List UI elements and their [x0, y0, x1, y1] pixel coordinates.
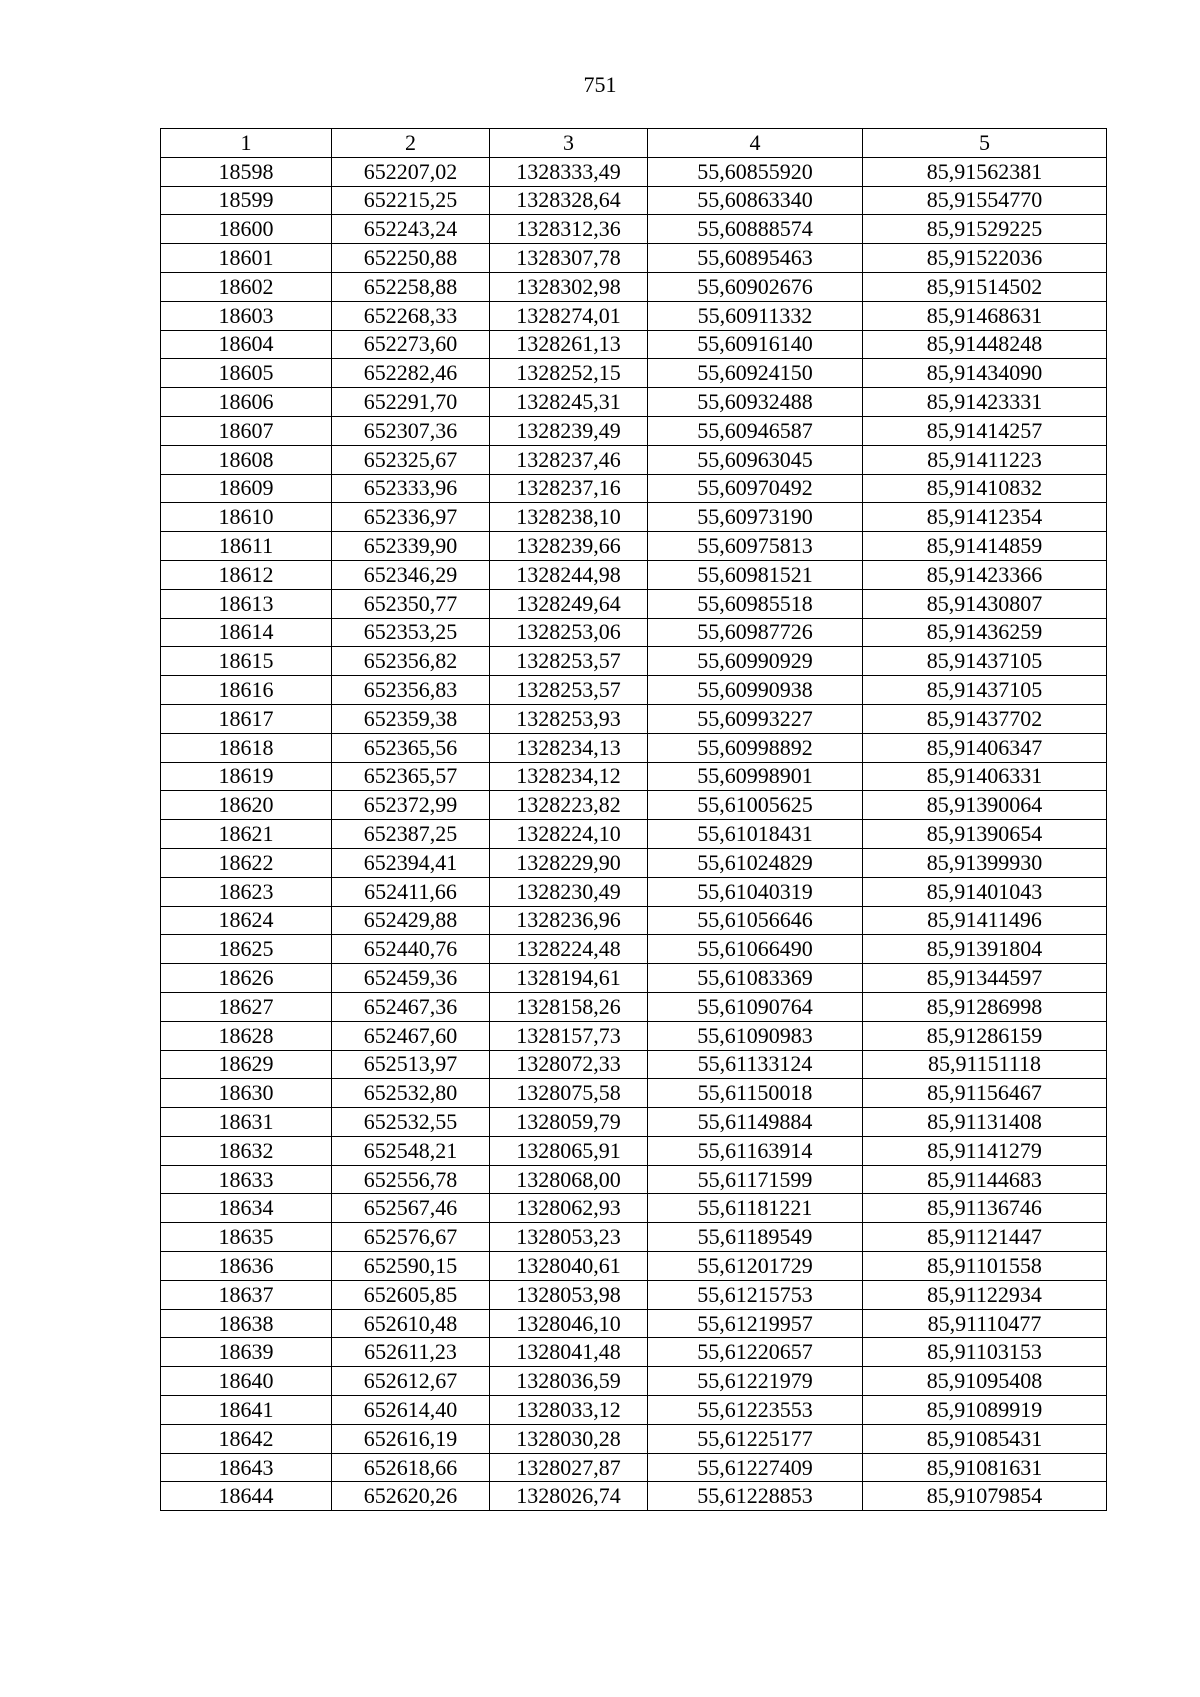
longitude-cell: 85,91436259 [863, 618, 1107, 647]
y-coordinate-cell: 1328158,26 [490, 992, 648, 1021]
table-row [161, 1108, 1107, 1137]
table-row [161, 186, 1107, 215]
x-coordinate-cell: 652429,88 [332, 906, 490, 935]
longitude-cell: 85,91430807 [863, 589, 1107, 618]
y-coordinate-cell: 1328157,73 [490, 1021, 648, 1050]
latitude-cell: 55,61040319 [648, 877, 863, 906]
point-number-cell: 18603 [161, 301, 332, 330]
x-coordinate-cell: 652250,88 [332, 244, 490, 273]
x-coordinate-cell: 652590,15 [332, 1252, 490, 1281]
table-row [161, 416, 1107, 445]
x-coordinate-cell: 652346,29 [332, 560, 490, 589]
y-coordinate-cell: 1328194,61 [490, 964, 648, 993]
y-coordinate-cell: 1328053,98 [490, 1280, 648, 1309]
point-number-cell: 18630 [161, 1079, 332, 1108]
x-coordinate-cell: 652273,60 [332, 330, 490, 359]
longitude-cell: 85,91089919 [863, 1396, 1107, 1425]
x-coordinate-cell: 652350,77 [332, 589, 490, 618]
y-coordinate-cell: 1328041,48 [490, 1338, 648, 1367]
latitude-cell: 55,61150018 [648, 1079, 863, 1108]
point-number-cell: 18625 [161, 935, 332, 964]
y-coordinate-cell: 1328062,93 [490, 1194, 648, 1223]
latitude-cell: 55,60946587 [648, 416, 863, 445]
longitude-cell: 85,91554770 [863, 186, 1107, 215]
x-coordinate-cell: 652467,60 [332, 1021, 490, 1050]
table-row [161, 1338, 1107, 1367]
x-coordinate-cell: 652532,55 [332, 1108, 490, 1137]
latitude-cell: 55,61171599 [648, 1165, 863, 1194]
table-row [161, 1223, 1107, 1252]
latitude-cell: 55,60987726 [648, 618, 863, 647]
latitude-cell: 55,61024829 [648, 848, 863, 877]
longitude-cell: 85,91391804 [863, 935, 1107, 964]
y-coordinate-cell: 1328252,15 [490, 359, 648, 388]
point-number-cell: 18610 [161, 503, 332, 532]
latitude-cell: 55,61090764 [648, 992, 863, 1021]
longitude-cell: 85,91411223 [863, 445, 1107, 474]
table-row [161, 1194, 1107, 1223]
latitude-cell: 55,60916140 [648, 330, 863, 359]
y-coordinate-cell: 1328253,06 [490, 618, 648, 647]
table-row [161, 906, 1107, 935]
table-row [161, 1367, 1107, 1396]
longitude-cell: 85,91085431 [863, 1424, 1107, 1453]
point-number-cell: 18634 [161, 1194, 332, 1223]
y-coordinate-cell: 1328237,46 [490, 445, 648, 474]
table-row [161, 1396, 1107, 1425]
table-header-row [161, 129, 1107, 158]
x-coordinate-cell: 652307,36 [332, 416, 490, 445]
y-coordinate-cell: 1328328,64 [490, 186, 648, 215]
table-body [161, 157, 1107, 1510]
y-coordinate-cell: 1328245,31 [490, 388, 648, 417]
longitude-cell: 85,91468631 [863, 301, 1107, 330]
column-header: 3 [490, 129, 648, 158]
latitude-cell: 55,61189549 [648, 1223, 863, 1252]
longitude-cell: 85,91437105 [863, 647, 1107, 676]
x-coordinate-cell: 652282,46 [332, 359, 490, 388]
latitude-cell: 55,61090983 [648, 1021, 863, 1050]
longitude-cell: 85,91406331 [863, 762, 1107, 791]
point-number-cell: 18601 [161, 244, 332, 273]
longitude-cell: 85,91136746 [863, 1194, 1107, 1223]
point-number-cell: 18615 [161, 647, 332, 676]
longitude-cell: 85,91423366 [863, 560, 1107, 589]
latitude-cell: 55,61018431 [648, 820, 863, 849]
longitude-cell: 85,91144683 [863, 1165, 1107, 1194]
x-coordinate-cell: 652365,56 [332, 733, 490, 762]
y-coordinate-cell: 1328026,74 [490, 1482, 648, 1511]
table-row [161, 474, 1107, 503]
longitude-cell: 85,91562381 [863, 157, 1107, 186]
column-header: 5 [863, 129, 1107, 158]
table-row [161, 445, 1107, 474]
table-row [161, 1136, 1107, 1165]
longitude-cell: 85,91344597 [863, 964, 1107, 993]
latitude-cell: 55,61227409 [648, 1453, 863, 1482]
point-number-cell: 18607 [161, 416, 332, 445]
latitude-cell: 55,60990938 [648, 676, 863, 705]
point-number-cell: 18622 [161, 848, 332, 877]
table-row [161, 244, 1107, 273]
longitude-cell: 85,91448248 [863, 330, 1107, 359]
x-coordinate-cell: 652333,96 [332, 474, 490, 503]
point-number-cell: 18628 [161, 1021, 332, 1050]
point-number-cell: 18602 [161, 272, 332, 301]
table-row [161, 1021, 1107, 1050]
y-coordinate-cell: 1328307,78 [490, 244, 648, 273]
x-coordinate-cell: 652618,66 [332, 1453, 490, 1482]
x-coordinate-cell: 652207,02 [332, 157, 490, 186]
point-number-cell: 18621 [161, 820, 332, 849]
latitude-cell: 55,61215753 [648, 1280, 863, 1309]
latitude-cell: 55,60902676 [648, 272, 863, 301]
latitude-cell: 55,60985518 [648, 589, 863, 618]
column-header: 1 [161, 129, 332, 158]
table-row [161, 762, 1107, 791]
longitude-cell: 85,91390064 [863, 791, 1107, 820]
longitude-cell: 85,91522036 [863, 244, 1107, 273]
x-coordinate-cell: 652325,67 [332, 445, 490, 474]
x-coordinate-cell: 652605,85 [332, 1280, 490, 1309]
table-row [161, 1252, 1107, 1281]
y-coordinate-cell: 1328046,10 [490, 1309, 648, 1338]
longitude-cell: 85,91529225 [863, 215, 1107, 244]
longitude-cell: 85,91103153 [863, 1338, 1107, 1367]
table-row [161, 848, 1107, 877]
point-number-cell: 18618 [161, 733, 332, 762]
x-coordinate-cell: 652610,48 [332, 1309, 490, 1338]
latitude-cell: 55,60993227 [648, 704, 863, 733]
x-coordinate-cell: 652356,82 [332, 647, 490, 676]
table-row [161, 618, 1107, 647]
y-coordinate-cell: 1328274,01 [490, 301, 648, 330]
x-coordinate-cell: 652372,99 [332, 791, 490, 820]
point-number-cell: 18598 [161, 157, 332, 186]
longitude-cell: 85,91131408 [863, 1108, 1107, 1137]
table-row [161, 215, 1107, 244]
table-row [161, 503, 1107, 532]
point-number-cell: 18638 [161, 1309, 332, 1338]
y-coordinate-cell: 1328253,57 [490, 647, 648, 676]
x-coordinate-cell: 652243,24 [332, 215, 490, 244]
table-row [161, 935, 1107, 964]
point-number-cell: 18640 [161, 1367, 332, 1396]
table-row [161, 964, 1107, 993]
x-coordinate-cell: 652336,97 [332, 503, 490, 532]
latitude-cell: 55,60963045 [648, 445, 863, 474]
longitude-cell: 85,91406347 [863, 733, 1107, 762]
latitude-cell: 55,61228853 [648, 1482, 863, 1511]
table-row [161, 388, 1107, 417]
x-coordinate-cell: 652467,36 [332, 992, 490, 1021]
point-number-cell: 18632 [161, 1136, 332, 1165]
x-coordinate-cell: 652567,46 [332, 1194, 490, 1223]
latitude-cell: 55,60863340 [648, 186, 863, 215]
point-number-cell: 18606 [161, 388, 332, 417]
x-coordinate-cell: 652359,38 [332, 704, 490, 733]
y-coordinate-cell: 1328239,66 [490, 532, 648, 561]
latitude-cell: 55,60990929 [648, 647, 863, 676]
longitude-cell: 85,91412354 [863, 503, 1107, 532]
y-coordinate-cell: 1328239,49 [490, 416, 648, 445]
y-coordinate-cell: 1328075,58 [490, 1079, 648, 1108]
y-coordinate-cell: 1328040,61 [490, 1252, 648, 1281]
table-row [161, 877, 1107, 906]
point-number-cell: 18639 [161, 1338, 332, 1367]
longitude-cell: 85,91286159 [863, 1021, 1107, 1050]
longitude-cell: 85,91437702 [863, 704, 1107, 733]
x-coordinate-cell: 652268,33 [332, 301, 490, 330]
point-number-cell: 18637 [161, 1280, 332, 1309]
x-coordinate-cell: 652576,67 [332, 1223, 490, 1252]
y-coordinate-cell: 1328237,16 [490, 474, 648, 503]
longitude-cell: 85,91110477 [863, 1309, 1107, 1338]
y-coordinate-cell: 1328072,33 [490, 1050, 648, 1079]
longitude-cell: 85,91390654 [863, 820, 1107, 849]
latitude-cell: 55,61221979 [648, 1367, 863, 1396]
x-coordinate-cell: 652614,40 [332, 1396, 490, 1425]
point-number-cell: 18631 [161, 1108, 332, 1137]
point-number-cell: 18629 [161, 1050, 332, 1079]
latitude-cell: 55,60973190 [648, 503, 863, 532]
latitude-cell: 55,60932488 [648, 388, 863, 417]
y-coordinate-cell: 1328068,00 [490, 1165, 648, 1194]
y-coordinate-cell: 1328249,64 [490, 589, 648, 618]
column-header: 4 [648, 129, 863, 158]
point-number-cell: 18635 [161, 1223, 332, 1252]
table-row [161, 1079, 1107, 1108]
table-row [161, 1424, 1107, 1453]
longitude-cell: 85,91410832 [863, 474, 1107, 503]
x-coordinate-cell: 652356,83 [332, 676, 490, 705]
x-coordinate-cell: 652394,41 [332, 848, 490, 877]
latitude-cell: 55,60970492 [648, 474, 863, 503]
point-number-cell: 18599 [161, 186, 332, 215]
table-row [161, 532, 1107, 561]
point-number-cell: 18624 [161, 906, 332, 935]
x-coordinate-cell: 652620,26 [332, 1482, 490, 1511]
longitude-cell: 85,91095408 [863, 1367, 1107, 1396]
x-coordinate-cell: 652353,25 [332, 618, 490, 647]
coordinates-table [160, 128, 1107, 1511]
longitude-cell: 85,91079854 [863, 1482, 1107, 1511]
point-number-cell: 18616 [161, 676, 332, 705]
y-coordinate-cell: 1328027,87 [490, 1453, 648, 1482]
latitude-cell: 55,61163914 [648, 1136, 863, 1165]
longitude-cell: 85,91122934 [863, 1280, 1107, 1309]
x-coordinate-cell: 652440,76 [332, 935, 490, 964]
table-row [161, 676, 1107, 705]
latitude-cell: 55,61223553 [648, 1396, 863, 1425]
y-coordinate-cell: 1328238,10 [490, 503, 648, 532]
longitude-cell: 85,91514502 [863, 272, 1107, 301]
table-row [161, 992, 1107, 1021]
latitude-cell: 55,60998901 [648, 762, 863, 791]
latitude-cell: 55,60895463 [648, 244, 863, 273]
latitude-cell: 55,60924150 [648, 359, 863, 388]
x-coordinate-cell: 652291,70 [332, 388, 490, 417]
y-coordinate-cell: 1328229,90 [490, 848, 648, 877]
latitude-cell: 55,60975813 [648, 532, 863, 561]
latitude-cell: 55,60855920 [648, 157, 863, 186]
table-row [161, 733, 1107, 762]
y-coordinate-cell: 1328234,12 [490, 762, 648, 791]
longitude-cell: 85,91151118 [863, 1050, 1107, 1079]
x-coordinate-cell: 652611,23 [332, 1338, 490, 1367]
x-coordinate-cell: 652459,36 [332, 964, 490, 993]
y-coordinate-cell: 1328030,28 [490, 1424, 648, 1453]
y-coordinate-cell: 1328261,13 [490, 330, 648, 359]
x-coordinate-cell: 652258,88 [332, 272, 490, 301]
point-number-cell: 18627 [161, 992, 332, 1021]
y-coordinate-cell: 1328224,48 [490, 935, 648, 964]
point-number-cell: 18600 [161, 215, 332, 244]
table-row [161, 359, 1107, 388]
longitude-cell: 85,91101558 [863, 1252, 1107, 1281]
latitude-cell: 55,61083369 [648, 964, 863, 993]
y-coordinate-cell: 1328059,79 [490, 1108, 648, 1137]
point-number-cell: 18620 [161, 791, 332, 820]
table-row [161, 301, 1107, 330]
point-number-cell: 18617 [161, 704, 332, 733]
x-coordinate-cell: 652339,90 [332, 532, 490, 561]
point-number-cell: 18644 [161, 1482, 332, 1511]
latitude-cell: 55,61225177 [648, 1424, 863, 1453]
x-coordinate-cell: 652215,25 [332, 186, 490, 215]
point-number-cell: 18604 [161, 330, 332, 359]
y-coordinate-cell: 1328302,98 [490, 272, 648, 301]
y-coordinate-cell: 1328053,23 [490, 1223, 648, 1252]
y-coordinate-cell: 1328065,91 [490, 1136, 648, 1165]
longitude-cell: 85,91414257 [863, 416, 1107, 445]
longitude-cell: 85,91437105 [863, 676, 1107, 705]
latitude-cell: 55,61181221 [648, 1194, 863, 1223]
latitude-cell: 55,60888574 [648, 215, 863, 244]
x-coordinate-cell: 652556,78 [332, 1165, 490, 1194]
table-row [161, 589, 1107, 618]
table-row [161, 560, 1107, 589]
table-row [161, 157, 1107, 186]
latitude-cell: 55,60911332 [648, 301, 863, 330]
x-coordinate-cell: 652387,25 [332, 820, 490, 849]
point-number-cell: 18636 [161, 1252, 332, 1281]
x-coordinate-cell: 652411,66 [332, 877, 490, 906]
x-coordinate-cell: 652513,97 [332, 1050, 490, 1079]
longitude-cell: 85,91434090 [863, 359, 1107, 388]
longitude-cell: 85,91423331 [863, 388, 1107, 417]
x-coordinate-cell: 652616,19 [332, 1424, 490, 1453]
point-number-cell: 18605 [161, 359, 332, 388]
point-number-cell: 18623 [161, 877, 332, 906]
point-number-cell: 18611 [161, 532, 332, 561]
table-row [161, 704, 1107, 733]
longitude-cell: 85,91411496 [863, 906, 1107, 935]
page-number: 751 [583, 72, 617, 97]
x-coordinate-cell: 652548,21 [332, 1136, 490, 1165]
latitude-cell: 55,61133124 [648, 1050, 863, 1079]
latitude-cell: 55,61149884 [648, 1108, 863, 1137]
y-coordinate-cell: 1328253,57 [490, 676, 648, 705]
point-number-cell: 18612 [161, 560, 332, 589]
latitude-cell: 55,60981521 [648, 560, 863, 589]
latitude-cell: 55,61056646 [648, 906, 863, 935]
table-row [161, 1482, 1107, 1511]
table-row [161, 1280, 1107, 1309]
point-number-cell: 18626 [161, 964, 332, 993]
y-coordinate-cell: 1328253,93 [490, 704, 648, 733]
point-number-cell: 18608 [161, 445, 332, 474]
latitude-cell: 55,61066490 [648, 935, 863, 964]
y-coordinate-cell: 1328333,49 [490, 157, 648, 186]
latitude-cell: 55,61220657 [648, 1338, 863, 1367]
longitude-cell: 85,91414859 [863, 532, 1107, 561]
y-coordinate-cell: 1328312,36 [490, 215, 648, 244]
point-number-cell: 18609 [161, 474, 332, 503]
point-number-cell: 18642 [161, 1424, 332, 1453]
longitude-cell: 85,91156467 [863, 1079, 1107, 1108]
y-coordinate-cell: 1328234,13 [490, 733, 648, 762]
x-coordinate-cell: 652532,80 [332, 1079, 490, 1108]
table-row [161, 820, 1107, 849]
table-row [161, 791, 1107, 820]
x-coordinate-cell: 652612,67 [332, 1367, 490, 1396]
table-row [161, 1050, 1107, 1079]
y-coordinate-cell: 1328223,82 [490, 791, 648, 820]
y-coordinate-cell: 1328230,49 [490, 877, 648, 906]
longitude-cell: 85,91286998 [863, 992, 1107, 1021]
point-number-cell: 18641 [161, 1396, 332, 1425]
table-row [161, 647, 1107, 676]
longitude-cell: 85,91399930 [863, 848, 1107, 877]
point-number-cell: 18619 [161, 762, 332, 791]
longitude-cell: 85,91401043 [863, 877, 1107, 906]
latitude-cell: 55,61219957 [648, 1309, 863, 1338]
longitude-cell: 85,91141279 [863, 1136, 1107, 1165]
latitude-cell: 55,61201729 [648, 1252, 863, 1281]
point-number-cell: 18643 [161, 1453, 332, 1482]
longitude-cell: 85,91121447 [863, 1223, 1107, 1252]
latitude-cell: 55,61005625 [648, 791, 863, 820]
y-coordinate-cell: 1328224,10 [490, 820, 648, 849]
latitude-cell: 55,60998892 [648, 733, 863, 762]
table-row [161, 1309, 1107, 1338]
y-coordinate-cell: 1328236,96 [490, 906, 648, 935]
x-coordinate-cell: 652365,57 [332, 762, 490, 791]
point-number-cell: 18613 [161, 589, 332, 618]
longitude-cell: 85,91081631 [863, 1453, 1107, 1482]
table-row [161, 330, 1107, 359]
table-row [161, 1165, 1107, 1194]
table-row [161, 1453, 1107, 1482]
y-coordinate-cell: 1328036,59 [490, 1367, 648, 1396]
y-coordinate-cell: 1328244,98 [490, 560, 648, 589]
point-number-cell: 18614 [161, 618, 332, 647]
column-header: 2 [332, 129, 490, 158]
table-row [161, 272, 1107, 301]
point-number-cell: 18633 [161, 1165, 332, 1194]
y-coordinate-cell: 1328033,12 [490, 1396, 648, 1425]
